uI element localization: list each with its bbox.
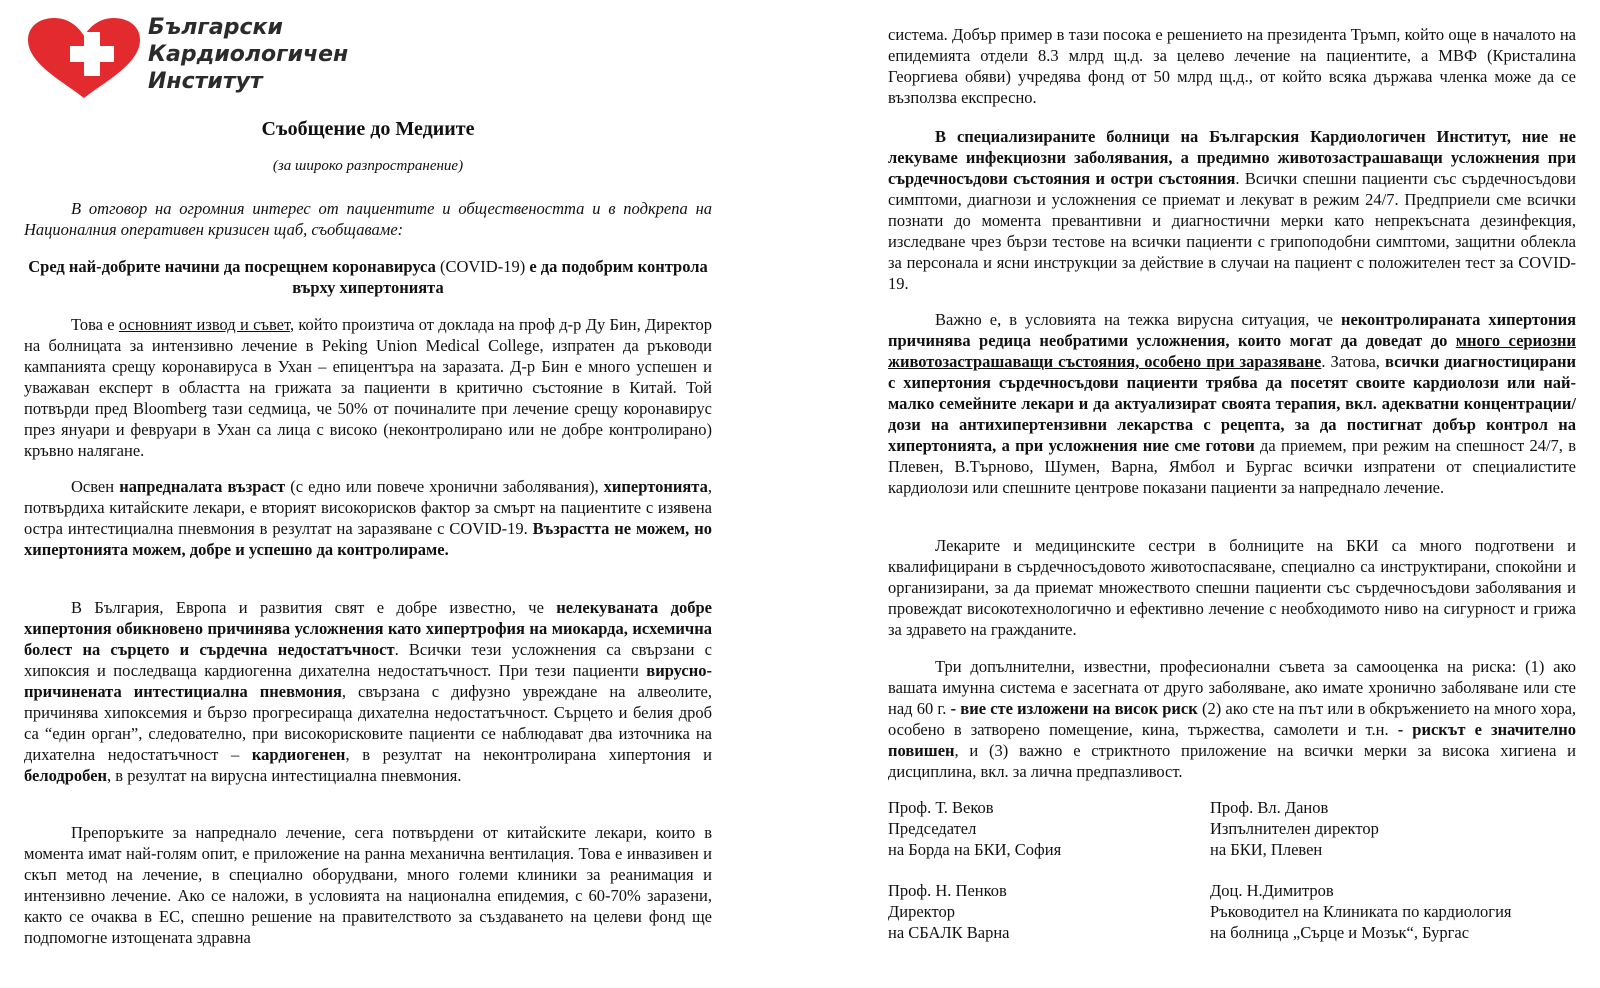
signature [1210,797,1379,860]
signature-org: на болница „Сърце и Мозък“, Бургас [1210,923,1470,942]
paragraph-8: Три допълнителни, известни, професионални съвета за самооценка на риска: (1) ако вашата имунна система е засегната от друго заболяване, ако имате хронично заболяване или сте над 60 г. - вие сте изложени на висок риск (2) ако сте на път или в обкръжението на много хора, особено в затворено помещение, кина, тържества, самолети и т.н. - рискът е значително повишен, и (3) важно е стриктното приложение на всички мерки за висока хигиена и дисциплина, вкл. за лична предпазливост. [888,657,1577,781]
signature-role: Ръководител на Клиниката по кардиология [1210,902,1512,921]
document-subtitle: (за широко разпространение) [272,158,464,174]
signature-role: Председател [888,819,977,838]
signature-role: Директор [888,902,955,921]
paragraph-5: В специализираните болници на Българския Кардиологичен Институт, ние не лекуваме инфекциозни заболявания, а предимно животозастрашаващи усложнения при сърдечносъдови състояния и остри състояния. Всички спешни пациенти със сърдечносъдови симптоми, диагнози и усложнения се приемат и лекуват в режим 24/7. Предприели сме всички познати до момента превантивни и диагностични мерки като непрекъсната дезинфекция, изследване чрез бързи тестове на всички пациенти с грипоподобни симптоми, защитни облекла за персонала и ясни инструкции за действие в случаи на пациент с положителен тест за COVID-19. [888,127,1576,293]
paragraph-7: Лекарите и медицинските сестри в болниците на БКИ са много подготвени и квалифицирани в сърдечносъдовото животоспасяване, специално са инструктирани, спокойни и организирани, за да приемат множеството спешни пациенти със сърдечносъдови заболявания и провеждат високотехнологично и ефективно лечение с необходимото ниво на сигурност и грижа за здравето на гражданите. [888,536,1576,639]
signature [1210,880,1512,943]
paragraph-3: В България, Европа и развития свят е добре известно, че нелекуваната добре хипертония обикновено причинява усложнения като хипертрофия на миокарда, исхемична болест на сърцето и сърдечна недостатъчност. Всички тези усложнения са свързани с хипоксия и последваща кардиогенна дихателна недостатъчност. При тези пациенти вирусно-причинената интестициална пневмония, свързана с дифузно увреждане на алвеолите, причинява хипоксемия и бързо прогресираща дихателна недостатъчност. Сърцето и белия дроб са “един орган”, следователно, при високорисковите пациенти се наблюдават два източника на дихателна недостатъчност – кардиогенен, в резултат на неконтролирана хипертония и белодробен, в резултат на вирусна интестициална пневмония. [24,598,712,785]
intro-paragraph: В отговор на огромния интерес от пациентите и обществеността и в подкрепа на Националния оперативен кризисен щаб, съобщаваме: [24,199,712,239]
logo-line-3: Институт [148,69,263,94]
paragraph-6: Важно е, в условията на тежка вирусна ситуация, че неконтролираната хипертония причинява редица необратими усложнения, които могат да доведат до много сериозни животозастрашаващи състояния, особено при заразяване. Затова, всички диагностицирани с хипертония сърдечносъдови пациенти трябва да посетят своите кардиолози или най-малко семейните лекари и да актуализират своята терапия, вкл. адекватни концентрации/дози на антихипертензивни лекарства с рецепта, за да постигнат добър контрол на хипертонията, а при усложнения ние сме готови да приемем, при режим на спешност 24/7, в Плевен, В.Търново, Шумен, Варна, Ямбол и Бургас всички изпратени от специалистите кардиолози или спешните центрове показани пациенти за напреднало лечение. [888,310,1577,497]
signature [888,797,1061,860]
signature-role: Изпълнителен директор [1210,819,1379,838]
logo-text [148,14,348,95]
section-heading: Сред най-добрите начини да посрещнем коронавируса (COVID-19) е да подобрим контрола върху хипертонията [28,257,708,297]
paragraph-4-continued: система. Добър пример в тази посока е решението на президента Тръмп, който още в началото на епидемията отдели 8.3 млрд щ.д. за целево лечение на пациентите, а МВФ (Кристалина Георгиева обяви) учредява фонд от 50 млрд щ.д., от който всяка държава членка може да се възползва експресно. [888,25,1576,107]
signature-org: на БКИ, Плевен [1210,840,1323,859]
signature [888,880,1010,943]
logo-line-2: Кардиологичен [148,42,349,67]
paragraph-4: Препоръките за напреднало лечение, сега потвърдени от китайските лекари, които в момента имат най-голям опит, е приложение на ранна механична вентилация. Това е инвазивен и скъп метод на лечение, в специално оборудвани, много големи клиники за реанимация и интензивно лечение. Ако се наложи, в условията на национална епидемия, с 60-70% заразени, както се очаква в ЕС, спешно решение на правителството за създаването на целеви фонд ще подпомогне изтощената здравна [24,823,712,947]
signature-org: на Борда на БКИ, София [888,840,1062,859]
signature-name: Доц. Н.Димитров [1210,881,1334,900]
logo-line-1: Български [148,15,283,40]
document-title: Съобщение до Медиите [261,118,475,140]
paragraph-1: Това е основният извод и съвет, който произтича от доклада на проф д-р Ду Бин, Директор на болницата за интензивно лечение в Peking Union Medical College, изпратен да ръководи кампанията срещу коронавируса в Ухан – епицентъра на заразата. Д-р Бин е много успешен и уважаван експерт в областта на грижата за пациенти в критично състояние в Китай. Той потвърди пред Bloomberg тази седмица, че 50% от починалите при лечение срещу коронавирус през януари и февруари в Ухан са лица с високо (неконтролирано или не добре контролирано) кръвно налягане. [24,315,712,460]
institute-logo [24,12,349,102]
signature-name: Проф. Н. Пенков [888,881,1007,900]
paragraph-2: Освен напредналата възраст (с едно или повече хронични заболявания), хипертонията, потвърдиха китайските лекари, е вторият високорисков фактор за смърт на пациентите с изявена остра интестициална пневмония в резултат на заразяване с COVID-19. Възрастта не можем, но хипертонията можем, добре и успешно да контролираме. [24,477,712,559]
signature-name: Проф. Т. Веков [888,798,994,817]
signature-name: Проф. Вл. Данов [1210,798,1329,817]
heart-cross-icon [24,16,144,100]
signature-org: на СБАЛК Варна [888,923,1010,942]
